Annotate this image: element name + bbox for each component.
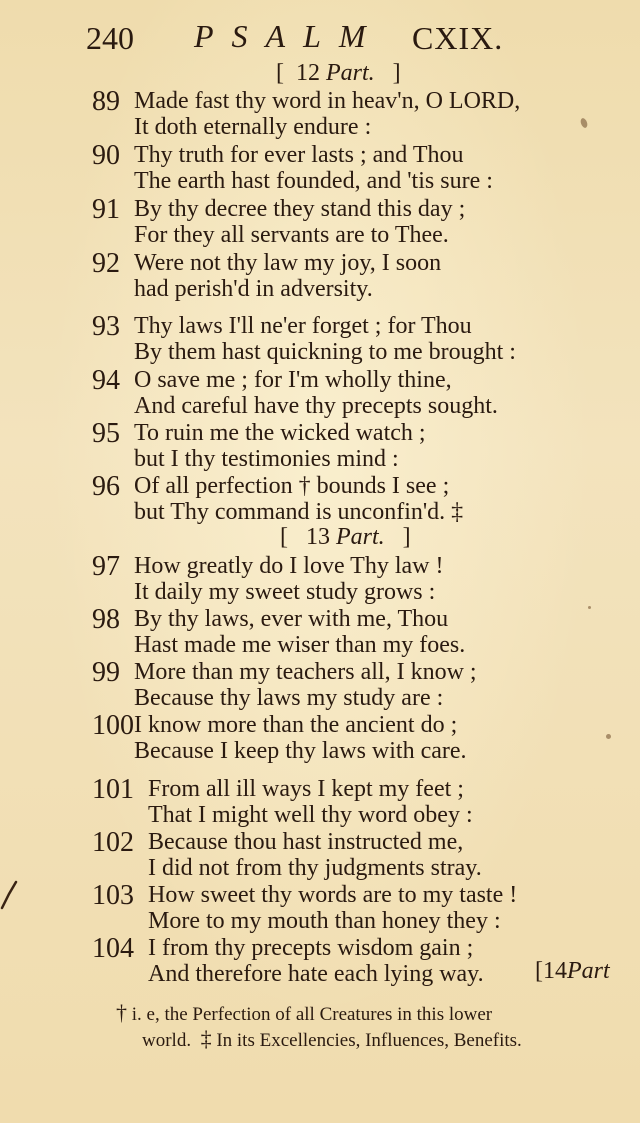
verse-number: 95 (92, 418, 120, 449)
double-dagger-mark: ‡ (200, 1026, 212, 1051)
verse-line: By thy decree they stand this day ; (134, 196, 466, 222)
verse-line: It doth eternally endure : (134, 114, 372, 140)
verse-line: For they all servants are to Thee. (134, 222, 449, 248)
verse-line: but Thy command is unconfin'd. ‡ (134, 499, 464, 525)
bracket-open: [ (280, 524, 288, 550)
verse-line: By thy laws, ever with me, Thou (134, 606, 449, 632)
verse-line: Made fast thy word in heav'n, O LORD, (134, 88, 521, 114)
verse-line: The earth hast founded, and 'tis sure : (134, 168, 493, 194)
verse-number: 92 (92, 248, 120, 279)
footnote-line (116, 1000, 492, 1026)
verse-line: More than my teachers all, I know ; (134, 659, 477, 685)
part-number: 14 (543, 958, 567, 984)
verse-number: 102 (92, 827, 134, 858)
ink-speck (588, 606, 591, 609)
verse-number: 96 (92, 471, 120, 502)
dagger-mark: † (116, 1000, 127, 1025)
verse-number: 91 (92, 194, 120, 225)
verse-number: 93 (92, 311, 120, 342)
verse-line: Of all perfection † bounds I see ; (134, 473, 450, 499)
verse-line: Because thou hast instructed me, (148, 829, 464, 855)
part-heading (276, 60, 401, 87)
verse-line: From all ill ways I kept my feet ; (148, 776, 464, 802)
verse-line: O save me ; for I'm wholly thine, (134, 367, 452, 393)
verse-line: By them hast quickning to me brought : (134, 339, 516, 365)
verse-number: 100 (92, 710, 134, 741)
footnote-text: In its Excellencies, Influences, Benefits. (216, 1030, 522, 1051)
verse-line: Thy laws I'll ne'er forget ; for Thou (134, 313, 472, 339)
verse-number: 99 (92, 657, 120, 688)
verse-line: To ruin me the wicked watch ; (134, 420, 426, 446)
verse-line: I know more than the ancient do ; (134, 712, 458, 738)
bracket-open: [ (276, 60, 284, 86)
verse-number: 90 (92, 140, 120, 171)
verse-line: I did not from thy judgments stray. (148, 855, 482, 881)
verse-line: That I might well thy word obey : (148, 802, 473, 828)
ink-speck (579, 117, 588, 128)
verse-line: How sweet thy words are to my taste ! (148, 882, 518, 908)
verse-line: How greatly do I love Thy law ! (134, 553, 444, 579)
verse-line: Because thy laws my study are : (134, 685, 444, 711)
verse-number: 101 (92, 774, 134, 805)
verse-line: It daily my sweet study grows : (134, 579, 436, 605)
verse-line: Because I keep thy laws with care. (134, 738, 467, 764)
bracket-close: ] (392, 60, 401, 86)
verse-number: 103 (92, 880, 134, 911)
part-label: Part. (326, 60, 375, 86)
footnote-line (142, 1026, 522, 1052)
page-header (0, 10, 640, 60)
part-heading (280, 524, 411, 551)
verse-line: More to my mouth than honey they : (148, 908, 501, 934)
verse-line: And careful have thy precepts sought. (134, 393, 498, 419)
part-number: 12 (296, 60, 320, 86)
verse-line: And therefore hate each lying way. (148, 961, 484, 987)
bracket-open: [ (535, 958, 543, 984)
part-label: Part. (336, 524, 385, 550)
footnote-text: world. (142, 1030, 192, 1051)
verse-number: 97 (92, 551, 120, 582)
verse-number: 94 (92, 365, 120, 396)
catchword (535, 958, 610, 985)
bracket-close: ] (402, 524, 411, 550)
verse-number: 98 (92, 604, 120, 635)
verse-number: 89 (92, 86, 120, 117)
footnote-text: i. e, the Perfection of all Creatures in this lower (131, 1004, 493, 1025)
verse-line: but I thy testimonies mind : (134, 446, 399, 472)
verse-line: Were not thy law my joy, I soon (134, 250, 442, 276)
verse-line: Hast made me wiser than my foes. (134, 632, 466, 658)
running-title: PSALM (194, 18, 384, 54)
verse-line: had perish'd in adversity. (134, 276, 373, 302)
chapter-number: CXIX. (412, 20, 504, 56)
verse-number: 104 (92, 933, 134, 964)
verse-line: I from thy precepts wisdom gain ; (148, 935, 474, 961)
page-number: 240 (86, 20, 134, 56)
part-label: Part (567, 958, 610, 984)
ink-speck (606, 734, 611, 739)
part-number: 13 (306, 524, 330, 550)
verse-line: Thy truth for ever lasts ; and Thou (134, 142, 464, 168)
pen-mark-icon (0, 880, 22, 910)
